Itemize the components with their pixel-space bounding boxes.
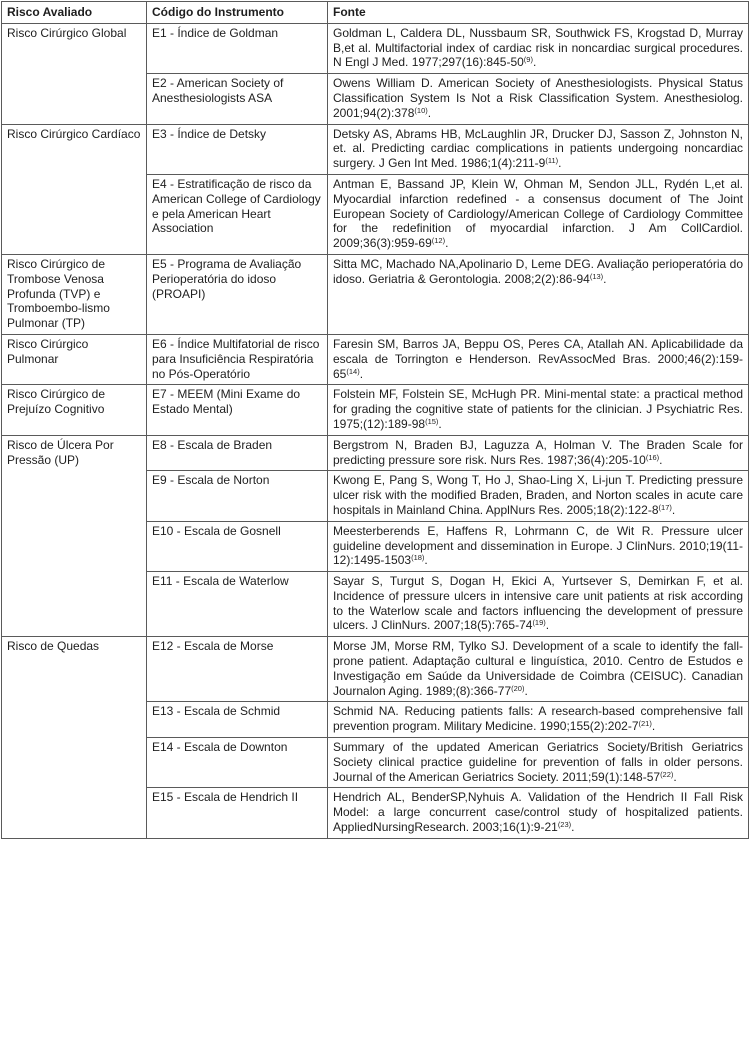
instrument-code-cell: E12 - Escala de Morse bbox=[147, 637, 328, 702]
source-text: Meesterberends E, Haffens R, Lohrmann C, de Wit R. Pressure ulcer guideline development and dissemination in Europe. J ClinNurs. 2010;19(11-12):1495-1503 bbox=[333, 523, 743, 568]
instrument-code-cell: E5 - Programa de Avaliação Perioperatória do idoso (PROAPI) bbox=[147, 254, 328, 334]
source-end-punctuation: . bbox=[438, 416, 442, 431]
source-cell bbox=[328, 334, 749, 384]
source-end-punctuation: . bbox=[571, 820, 575, 835]
source-end-punctuation: . bbox=[659, 452, 663, 467]
source-cell bbox=[328, 435, 749, 471]
table-row bbox=[2, 23, 749, 73]
source-end-punctuation: . bbox=[671, 502, 676, 517]
source-cell bbox=[328, 471, 749, 521]
reference-number: (19) bbox=[532, 618, 546, 628]
reference-number: (22) bbox=[660, 769, 674, 779]
risk-cell: Risco Cirúrgico de Trombose Venosa Profunda (TVP) e Tromboembo-lismo Pulmonar (TP) bbox=[2, 254, 147, 334]
source-text: Bergstrom N, Braden BJ, Laguzza A, Holman V. The Braden Scale for predicting pressure sore risk. Nurs Res. 1987;36(4):205-10 bbox=[333, 437, 743, 467]
instrument-code-cell: E8 - Escala de Braden bbox=[147, 435, 328, 471]
source-end-punctuation: . bbox=[651, 719, 656, 734]
source-text: Folstein MF, Folstein SE, McHugh PR. Mini-mental state: a practical method for grading the cognitive state of patients for the clinician. J Psychiatric Res. 1975;(12):189-98 bbox=[333, 387, 743, 431]
source-text: Kwong E, Pang S, Wong T, Ho J, Shao-Ling X, Li-jun T. Predicting pressure ulcer risk with the modified Braden, Braden, and Norton scales in acute care hospitals in Mainland China. ApplNurs Res. 2005;18(2):122-8 bbox=[333, 473, 743, 517]
source-end-punctuation: . bbox=[603, 271, 607, 286]
instrument-code-cell: E10 - Escala de Gosnell bbox=[147, 521, 328, 571]
instrument-code-cell: E11 - Escala de Waterlow bbox=[147, 572, 328, 637]
reference-number: (13) bbox=[589, 271, 604, 281]
table-row bbox=[2, 435, 749, 471]
source-cell bbox=[328, 702, 749, 738]
source-text: Antman E, Bassand JP, Klein W, Ohman M, Sendon JLL, Rydén L,et al. Myocardial infarction redefined - a consensus document of The Joint European Society of Cardiology/American College of Cardiology Committee for the redefinition of myocardial infarction. J Am CollCardiol. 2009;36(3):959-69 bbox=[333, 176, 743, 251]
source-cell bbox=[328, 637, 749, 702]
source-end-punctuation: . bbox=[424, 553, 428, 568]
reference-number: (10) bbox=[414, 105, 428, 115]
reference-number: (17) bbox=[658, 502, 672, 512]
instrument-code-cell: E14 - Escala de Downton bbox=[147, 738, 328, 788]
source-cell bbox=[328, 385, 749, 435]
reference-number: (21) bbox=[638, 719, 652, 729]
source-text: Hendrich AL, BenderSP,Nyhuis A. Validation of the Hendrich II Fall Risk Model: a large concurrent case/control study of hospitalized patients. AppliedNursingResearch. 2003;16(1):9-21 bbox=[333, 790, 743, 835]
table-row bbox=[2, 254, 749, 334]
source-text: Sitta MC, Machado NA,Apolinario D, Leme DEG. Avaliação perioperatória do idoso. Geriatria & Gerontologia. 2008;2(2):86-94 bbox=[333, 256, 743, 286]
source-end-punctuation: . bbox=[532, 55, 537, 70]
source-end-punctuation: . bbox=[545, 618, 550, 633]
source-cell bbox=[328, 788, 749, 838]
risk-cell: Risco Cirúrgico Cardíaco bbox=[2, 124, 147, 254]
table-row bbox=[2, 124, 749, 174]
table-row bbox=[2, 334, 749, 384]
instrument-code-cell: E13 - Escala de Schmid bbox=[147, 702, 328, 738]
source-text: Faresin SM, Barros JA, Beppu OS, Peres CA, Atallah AN. Aplicabilidade da escala de Torrington e Henderson. RevAssocMed Bras. 2000;46(2):159-65 bbox=[333, 336, 743, 381]
reference-number: (11) bbox=[545, 156, 559, 166]
source-cell bbox=[328, 521, 749, 571]
risk-cell: Risco Cirúrgico Pulmonar bbox=[2, 334, 147, 384]
source-end-punctuation: . bbox=[558, 156, 562, 171]
risk-cell: Risco Cirúrgico de Prejuízo Cognitivo bbox=[2, 385, 147, 435]
reference-number: (9) bbox=[523, 55, 533, 65]
instrument-code-cell: E4 - Estratificação de risco da American College of Cardiology e pela American Heart Association bbox=[147, 174, 328, 254]
source-text: Goldman L, Caldera DL, Nussbaum SR, Southwick FS, Krogstad D, Murray B,et al. Multifactorial index of cardiac risk in noncardiac surgical procedures. N Engl J Med. 1977;297(16):845-50 bbox=[333, 25, 743, 70]
source-end-punctuation: . bbox=[359, 366, 364, 381]
instrument-code-cell: E7 - MEEM (Mini Exame do Estado Mental) bbox=[147, 385, 328, 435]
instrument-code-cell: E9 - Escala de Norton bbox=[147, 471, 328, 521]
reference-number: (18) bbox=[411, 553, 425, 563]
source-end-punctuation: . bbox=[445, 236, 449, 251]
source-end-punctuation: . bbox=[427, 105, 432, 120]
reference-number: (23) bbox=[557, 820, 572, 830]
reference-number: (15) bbox=[425, 416, 439, 426]
instrument-code-cell: E1 - Índice de Goldman bbox=[147, 23, 328, 73]
source-cell bbox=[328, 738, 749, 788]
source-text: Morse JM, Morse RM, Tylko SJ. Development of a scale to identify the fall-prone patient. Adaptação cultural e linguística, 2010. Centro de Estudos e Investigação em Saúde da Universidade de Coimbra (CEISUC). Canadian Journalon Aging. 1989;(8):366-77 bbox=[333, 639, 743, 698]
instrument-code-cell: E6 - Índice Multifatorial de risco para Insuficiência Respiratória no Pós-Operatório bbox=[147, 334, 328, 384]
source-text: Summary of the updated American Geriatrics Society/British Geriatrics Society clinical practice guideline for prevention of falls in older persons. Journal of the American Geriatrics Society. 2011;59(1):148-57 bbox=[333, 740, 743, 784]
header-risco: Risco Avaliado bbox=[2, 2, 147, 24]
reference-number: (14) bbox=[346, 366, 360, 376]
source-end-punctuation: . bbox=[524, 683, 528, 698]
source-cell bbox=[328, 124, 749, 174]
reference-number: (12) bbox=[431, 236, 446, 246]
header-row bbox=[2, 2, 749, 24]
table-row bbox=[2, 385, 749, 435]
header-codigo: Código do Instrumento bbox=[147, 2, 328, 24]
header-fonte: Fonte bbox=[328, 2, 749, 24]
source-cell bbox=[328, 572, 749, 637]
instrument-code-cell: E2 - American Society of Anesthesiologists ASA bbox=[147, 74, 328, 124]
source-text: Schmid NA. Reducing patients falls: A research-based comprehensive fall prevention program. Military Medicine. 1990;155(2):202-7 bbox=[333, 704, 743, 734]
risk-cell: Risco de Úlcera Por Pressão (UP) bbox=[2, 435, 147, 637]
risk-cell: Risco de Quedas bbox=[2, 637, 147, 839]
source-end-punctuation: . bbox=[673, 769, 677, 784]
reference-number: (16) bbox=[645, 452, 660, 462]
instrument-code-cell: E3 - Índice de Detsky bbox=[147, 124, 328, 174]
table-body bbox=[2, 23, 749, 838]
source-text: Owens William D. American Society of Anesthesiologists. Physical Status Classification System Is Not a Risk Classification System. Anesthesiolog. 2001;94(2):378 bbox=[333, 76, 743, 120]
source-cell bbox=[328, 174, 749, 254]
source-cell bbox=[328, 23, 749, 73]
reference-number: (20) bbox=[511, 683, 525, 693]
instrument-table bbox=[1, 1, 749, 839]
instrument-code-cell: E15 - Escala de Hendrich II bbox=[147, 788, 328, 838]
source-text: Sayar S, Turgut S, Dogan H, Ekici A, Yurtsever S, Demirkan F, et al. Incidence of pressure ulcers in intensive care unit patients at risk according to the Waterlow scale and factors influencing the development of pressure ulcers. J ClinNurs. 2007;18(5):765-74 bbox=[333, 574, 743, 633]
source-cell bbox=[328, 74, 749, 124]
source-cell bbox=[328, 254, 749, 334]
table-row bbox=[2, 637, 749, 702]
risk-cell: Risco Cirúrgico Global bbox=[2, 23, 147, 124]
source-text: Detsky AS, Abrams HB, McLaughlin JR, Drucker DJ, Sasson Z, Johnston N, et. al. Predicting cardiac complications in patients undergoing noncardiac surgery. J Gen Int Med. 1986;1(4):211-9 bbox=[333, 126, 743, 171]
